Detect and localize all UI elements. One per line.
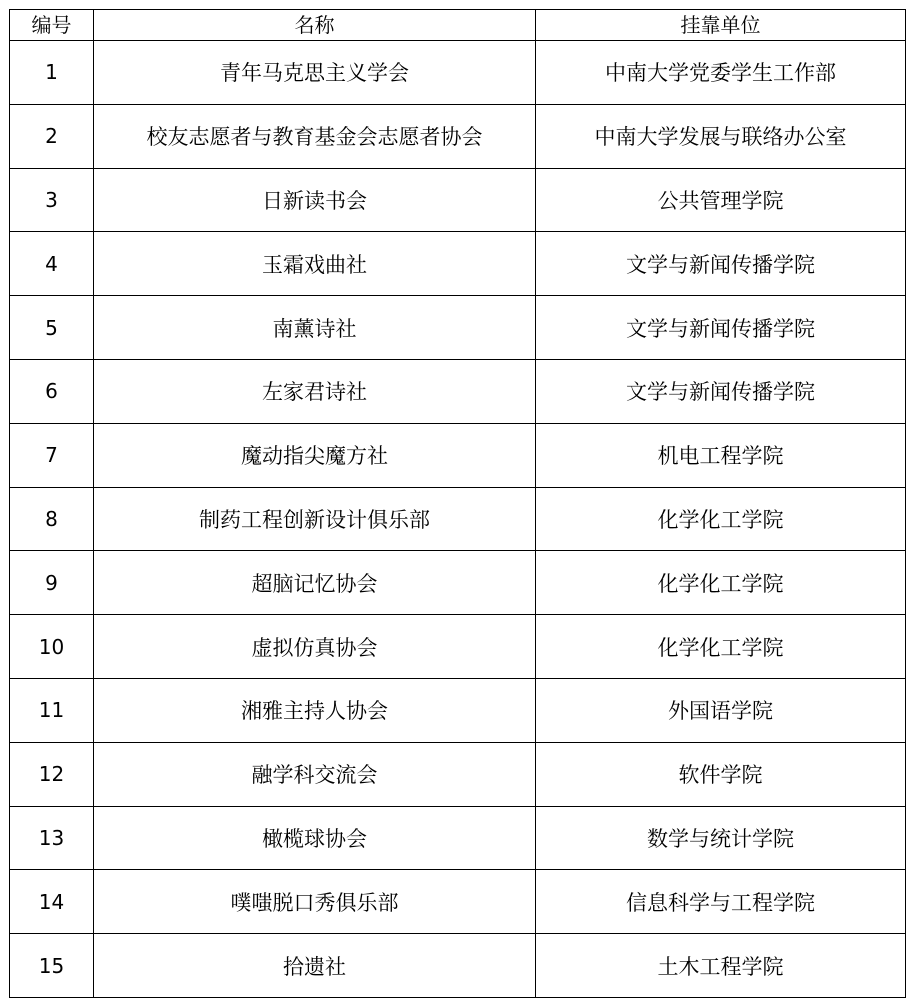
cell-number: 4 [10,232,94,296]
cell-number: 5 [10,296,94,360]
cell-unit: 文学与新闻传播学院 [536,359,906,423]
cell-name: 超脑记忆协会 [94,551,536,615]
cell-name: 日新读书会 [94,168,536,232]
table-row [10,41,906,105]
table-row [10,870,906,934]
table-row [10,168,906,232]
cell-number: 6 [10,359,94,423]
cell-number: 3 [10,168,94,232]
cell-number: 9 [10,551,94,615]
cell-unit: 信息科学与工程学院 [536,870,906,934]
cell-unit: 文学与新闻传播学院 [536,296,906,360]
header-unit: 挂靠单位 [536,10,906,41]
header-number: 编号 [10,10,94,41]
table-row [10,615,906,679]
cell-number: 15 [10,934,94,998]
cell-unit: 公共管理学院 [536,168,906,232]
cell-name: 魔动指尖魔方社 [94,423,536,487]
cell-unit: 中南大学党委学生工作部 [536,41,906,105]
cell-name: 制药工程创新设计俱乐部 [94,487,536,551]
table-body [10,41,906,998]
header-row [10,10,906,41]
clubs-table [9,9,906,998]
cell-name: 橄榄球协会 [94,806,536,870]
cell-number: 8 [10,487,94,551]
cell-name: 噗嗤脱口秀俱乐部 [94,870,536,934]
cell-name: 青年马克思主义学会 [94,41,536,105]
cell-name: 湘雅主持人协会 [94,678,536,742]
header-name: 名称 [94,10,536,41]
cell-number: 1 [10,41,94,105]
cell-unit: 文学与新闻传播学院 [536,232,906,296]
cell-name: 融学科交流会 [94,742,536,806]
cell-unit: 化学化工学院 [536,551,906,615]
cell-number: 12 [10,742,94,806]
cell-number: 2 [10,104,94,168]
table-row [10,742,906,806]
cell-name: 玉霜戏曲社 [94,232,536,296]
cell-unit: 机电工程学院 [536,423,906,487]
table-row [10,487,906,551]
cell-name: 校友志愿者与教育基金会志愿者协会 [94,104,536,168]
table-header [10,10,906,41]
cell-unit: 化学化工学院 [536,487,906,551]
cell-unit: 数学与统计学院 [536,806,906,870]
cell-number: 13 [10,806,94,870]
table-row [10,359,906,423]
cell-number: 11 [10,678,94,742]
table-row [10,232,906,296]
cell-unit: 化学化工学院 [536,615,906,679]
cell-name: 拾遗社 [94,934,536,998]
table-row [10,296,906,360]
table-row [10,678,906,742]
cell-unit: 中南大学发展与联络办公室 [536,104,906,168]
cell-name: 左家君诗社 [94,359,536,423]
table-row [10,104,906,168]
cell-unit: 软件学院 [536,742,906,806]
cell-name: 虚拟仿真协会 [94,615,536,679]
table-row [10,551,906,615]
cell-unit: 土木工程学院 [536,934,906,998]
table-row [10,934,906,998]
cell-number: 7 [10,423,94,487]
cell-unit: 外国语学院 [536,678,906,742]
table-row [10,423,906,487]
cell-number: 14 [10,870,94,934]
cell-number: 10 [10,615,94,679]
table-row [10,806,906,870]
cell-name: 南薰诗社 [94,296,536,360]
